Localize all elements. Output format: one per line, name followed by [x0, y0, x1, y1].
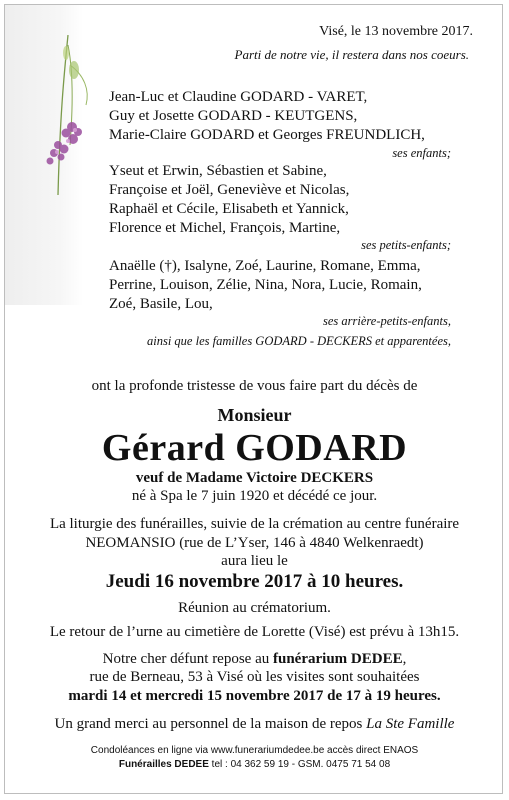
thanks-line [0, 716, 509, 733]
visiting-hours: mardi 14 et mercredi 15 novembre 2017 de 17 à 19 heures. [68, 688, 441, 704]
rest-prefix: Notre cher défunt repose au [102, 651, 273, 667]
relation-grandchildren: ses petits-enfants; [361, 238, 451, 252]
orchid-flower-decoration [28, 35, 98, 195]
family-line: Perrine, Louison, Zélie, Nina, Nora, Lucie, Romain, [109, 277, 422, 293]
family-line: Yseut et Erwin, Sébastien et Sabine, [109, 163, 327, 179]
birth-death-line: né à Spa le 7 juin 1920 et décédé ce jour. [131, 488, 378, 504]
family-line: Florence et Michel, François, Martine, [109, 220, 341, 236]
ceremony-datetime: Jeudi 16 novembre 2017 à 10 heures. [105, 571, 404, 592]
family-line: Zoé, Basile, Lou, [109, 296, 213, 312]
footer-company: Funérailles DEDEE [118, 759, 209, 770]
grandchildren-list [109, 162, 349, 238]
deceased-title: Monsieur [217, 405, 292, 425]
family-line: Anaëlle (†), Isalyne, Zoé, Laurine, Romane, Emma, [109, 258, 421, 274]
family-line: Raphaël et Cécile, Elisabeth et Yannick, [109, 201, 349, 217]
footer-condolences: Condoléances en ligne via www.funerariumdedee.be accès direct ENAOS [90, 745, 419, 756]
footer-contact [0, 759, 509, 770]
date-line: Visé, le 13 novembre 2017. [319, 24, 473, 39]
children-list [109, 88, 425, 145]
retirement-home-name: La Ste Famille [366, 716, 455, 732]
ceremony-line-1: La liturgie des funérailles, suivie de la crémation au centre funéraire [49, 516, 460, 532]
family-line: Marie-Claire GODARD et Georges FREUNDLICH, [109, 127, 425, 143]
family-line: Guy et Josette GODARD - KEUTGENS, [109, 108, 358, 124]
family-line: Françoise et Joël, Geneviève et Nicolas, [109, 182, 350, 198]
deceased-name: Gérard GODARD [101, 427, 408, 469]
rest-line-2: rue de Berneau, 53 à Visé où les visites sont souhaitées [89, 669, 420, 685]
announcement: ont la profonde tristesse de vous faire part du décès de [91, 378, 418, 394]
rest-line-1 [0, 651, 509, 668]
relation-great-grandchildren: ses arrière-petits-enfants, [323, 314, 451, 328]
relation-children: ses enfants; [392, 146, 451, 160]
ceremony-line-3: aura lieu le [221, 553, 288, 569]
rest-suffix: , [402, 651, 407, 667]
family-line: Jean-Luc et Claudine GODARD - VARET, [109, 89, 368, 105]
other-families: ainsi que les familles GODARD - DECKERS et apparentées, [146, 334, 451, 348]
ceremony-line-2: NEOMANSIO (rue de L’Yser, 146 à 4840 Welkenraedt) [85, 535, 424, 551]
urn-line: Le retour de l’urne au cimetière de Lorette (Visé) est prévu à 13h15. [49, 624, 460, 640]
footer-phone: tel : 04 362 59 19 - GSM. 0475 71 54 08 [208, 759, 391, 770]
thanks-prefix: Un grand merci au personnel de la maison de repos [54, 716, 367, 732]
epigraph: Parti de notre vie, il restera dans nos coeurs. [234, 47, 469, 62]
funeral-home-name: funérarium DEDEE [273, 651, 403, 667]
great-grandchildren-list [109, 257, 422, 314]
reunion-line: Réunion au crématorium. [178, 600, 331, 616]
widower-line: veuf de Madame Victoire DECKERS [135, 470, 374, 486]
